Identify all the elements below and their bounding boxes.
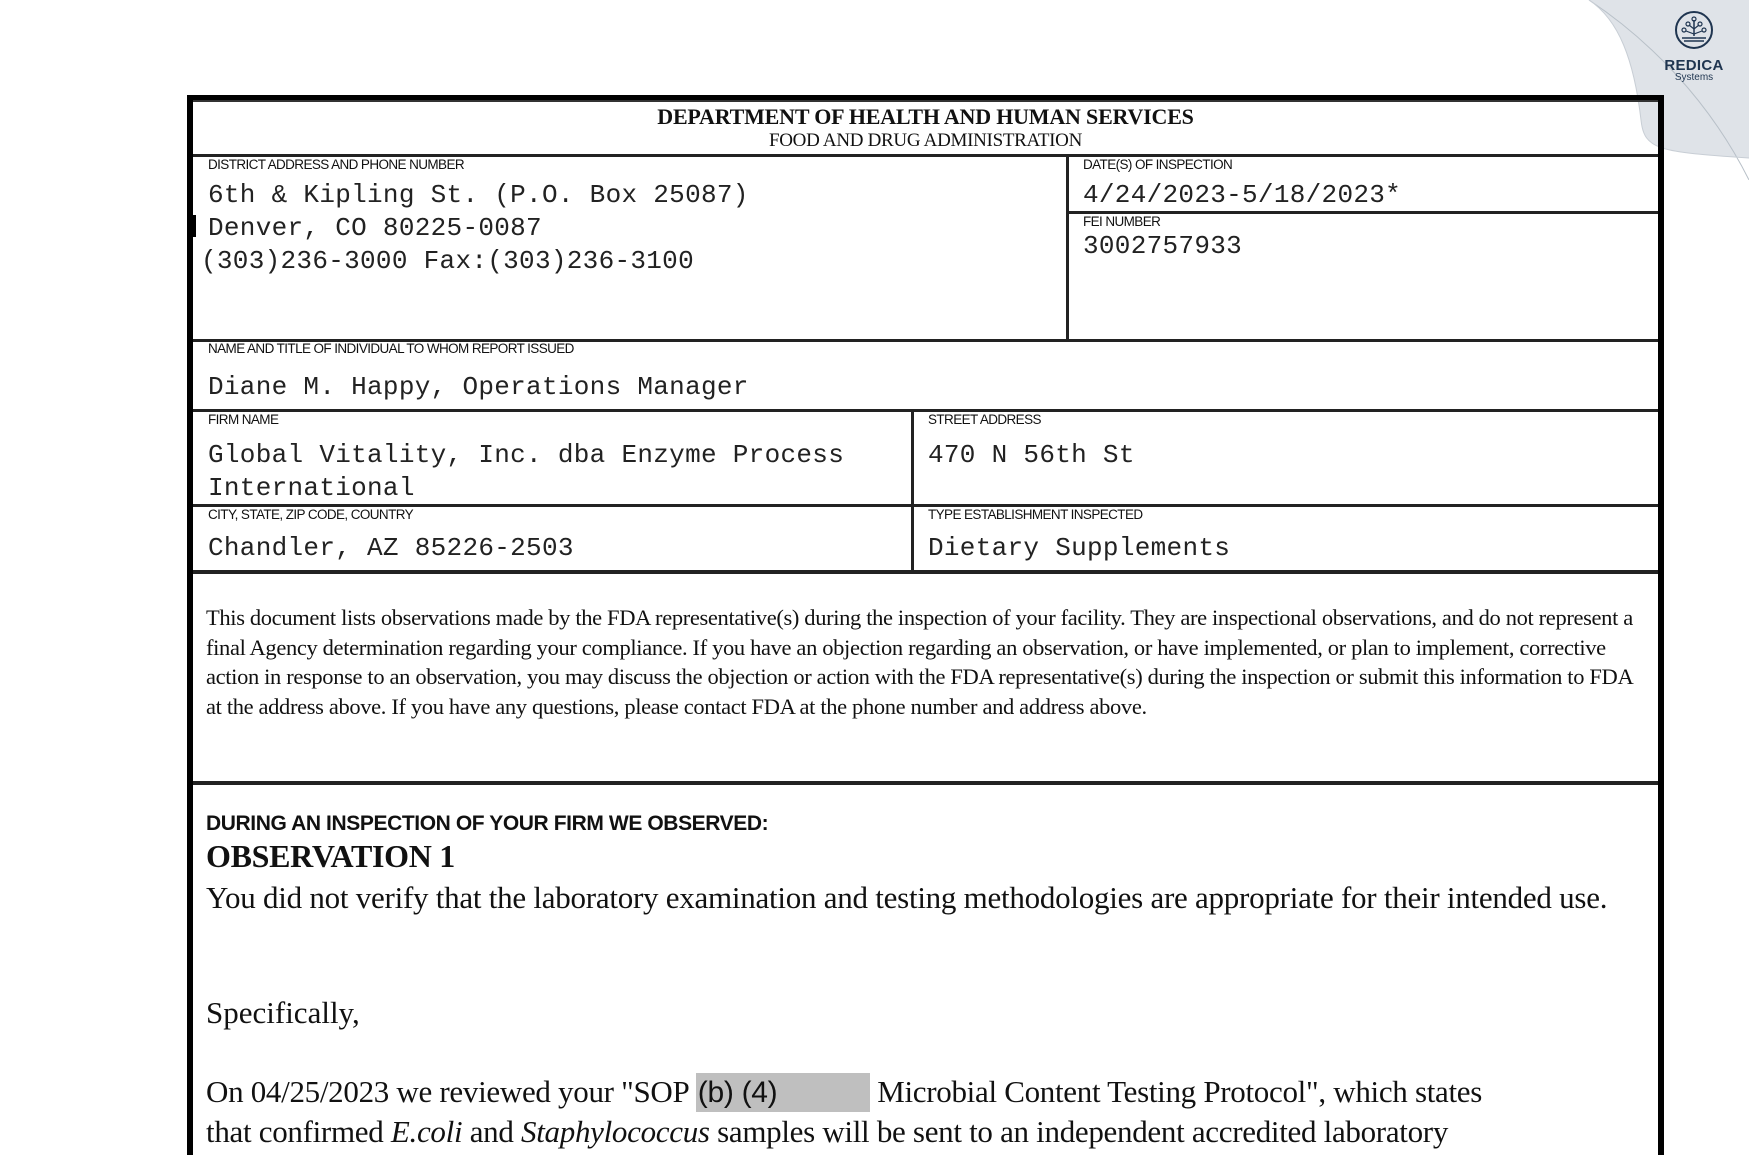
recipient-value: Diane M. Happy, Operations Manager: [208, 372, 749, 402]
city-value: Chandler, AZ 85226-2503: [208, 533, 574, 563]
divider-disclaimer: [193, 781, 1658, 785]
establishment-label: TYPE ESTABLISHMENT INSPECTED: [928, 507, 1143, 522]
redacted-b4: (b) (4): [696, 1073, 870, 1112]
paragraph-text: that confirmed: [206, 1114, 391, 1149]
frame-inner-top: [193, 100, 1658, 102]
firm-line-1: Global Vitality, Inc. dba Enzyme Process: [208, 440, 845, 470]
paragraph-text: samples will be sent to an independent accredited laboratory: [709, 1114, 1449, 1149]
observation-title: OBSERVATION 1: [206, 838, 455, 874]
street-value: 470 N 56th St: [928, 440, 1135, 470]
firm-label: FIRM NAME: [208, 412, 279, 427]
firm-line-2: International: [208, 473, 415, 503]
brand-subtitle: Systems: [1674, 72, 1714, 83]
fei-label: FEI NUMBER: [1083, 214, 1161, 229]
margin-mark: [192, 215, 196, 237]
district-line-2: Denver, CO 80225-0087: [208, 213, 542, 243]
organism-ecoli: E.coli: [390, 1114, 463, 1149]
observation-paragraph: [206, 1072, 1656, 1151]
tree-circle-icon: [1674, 10, 1714, 50]
specifically-label: Specifically,: [206, 995, 360, 1030]
divider-vertical-street: [911, 410, 914, 572]
recipient-label: NAME AND TITLE OF INDIVIDUAL TO WHOM REPORT ISSUED: [208, 341, 574, 356]
district-line-3: (303)236-3000 Fax:(303)236-3100: [201, 246, 694, 276]
paragraph-text-post: Microbial Content Testing Protocol", which states: [869, 1074, 1483, 1109]
paragraph-text-pre: On 04/25/2023 we reviewed your "SOP: [206, 1074, 696, 1109]
divider-recipient: [193, 409, 1658, 412]
paragraph-text: and: [462, 1114, 522, 1149]
department-title: DEPARTMENT OF HEALTH AND HUMAN SERVICES: [657, 104, 1194, 129]
observation-summary: You did not verify that the laboratory examination and testing methodologies are appropriate for their intended use.: [206, 880, 1608, 915]
paragraph-line-2: [206, 1112, 1656, 1151]
observations-intro: DURING AN INSPECTION OF YOUR FIRM WE OBSERVED:: [206, 812, 769, 835]
brand-name: REDICA: [1664, 57, 1724, 74]
divider-vertical-dates: [1066, 155, 1069, 341]
dates-label: DATE(S) OF INSPECTION: [1083, 157, 1233, 172]
paragraph-line-1: [206, 1072, 1656, 1112]
dates-value: 4/24/2023-5/18/2023*: [1083, 180, 1402, 210]
divider-city: [193, 570, 1658, 574]
city-label: CITY, STATE, ZIP CODE, COUNTRY: [208, 507, 414, 522]
fei-value: 3002757933: [1083, 231, 1243, 261]
disclaimer-text: This document lists observations made by the FDA representative(s) during the inspection of your facility. They are inspectional observations, and do not represent a final Agency determination regarding your compliance. If you have an objection regarding an observation, or have implemented, or plan to implement, corrective action in response to an observation, you may discuss the objection or action with the FDA representative(s) during the inspection or submit this information to FDA at the address above. If you have any questions, please contact FDA at the phone number and address above.: [206, 605, 1633, 720]
agency-title: FOOD AND DRUG ADMINISTRATION: [768, 130, 1083, 151]
redica-logo: [1653, 10, 1735, 83]
district-line-1: 6th & Kipling St. (P.O. Box 25087): [208, 180, 749, 210]
organism-staphylococcus: Staphylococcus: [521, 1114, 710, 1149]
street-label: STREET ADDRESS: [928, 412, 1041, 427]
district-label: DISTRICT ADDRESS AND PHONE NUMBER: [208, 157, 464, 172]
establishment-value: Dietary Supplements: [928, 533, 1231, 563]
